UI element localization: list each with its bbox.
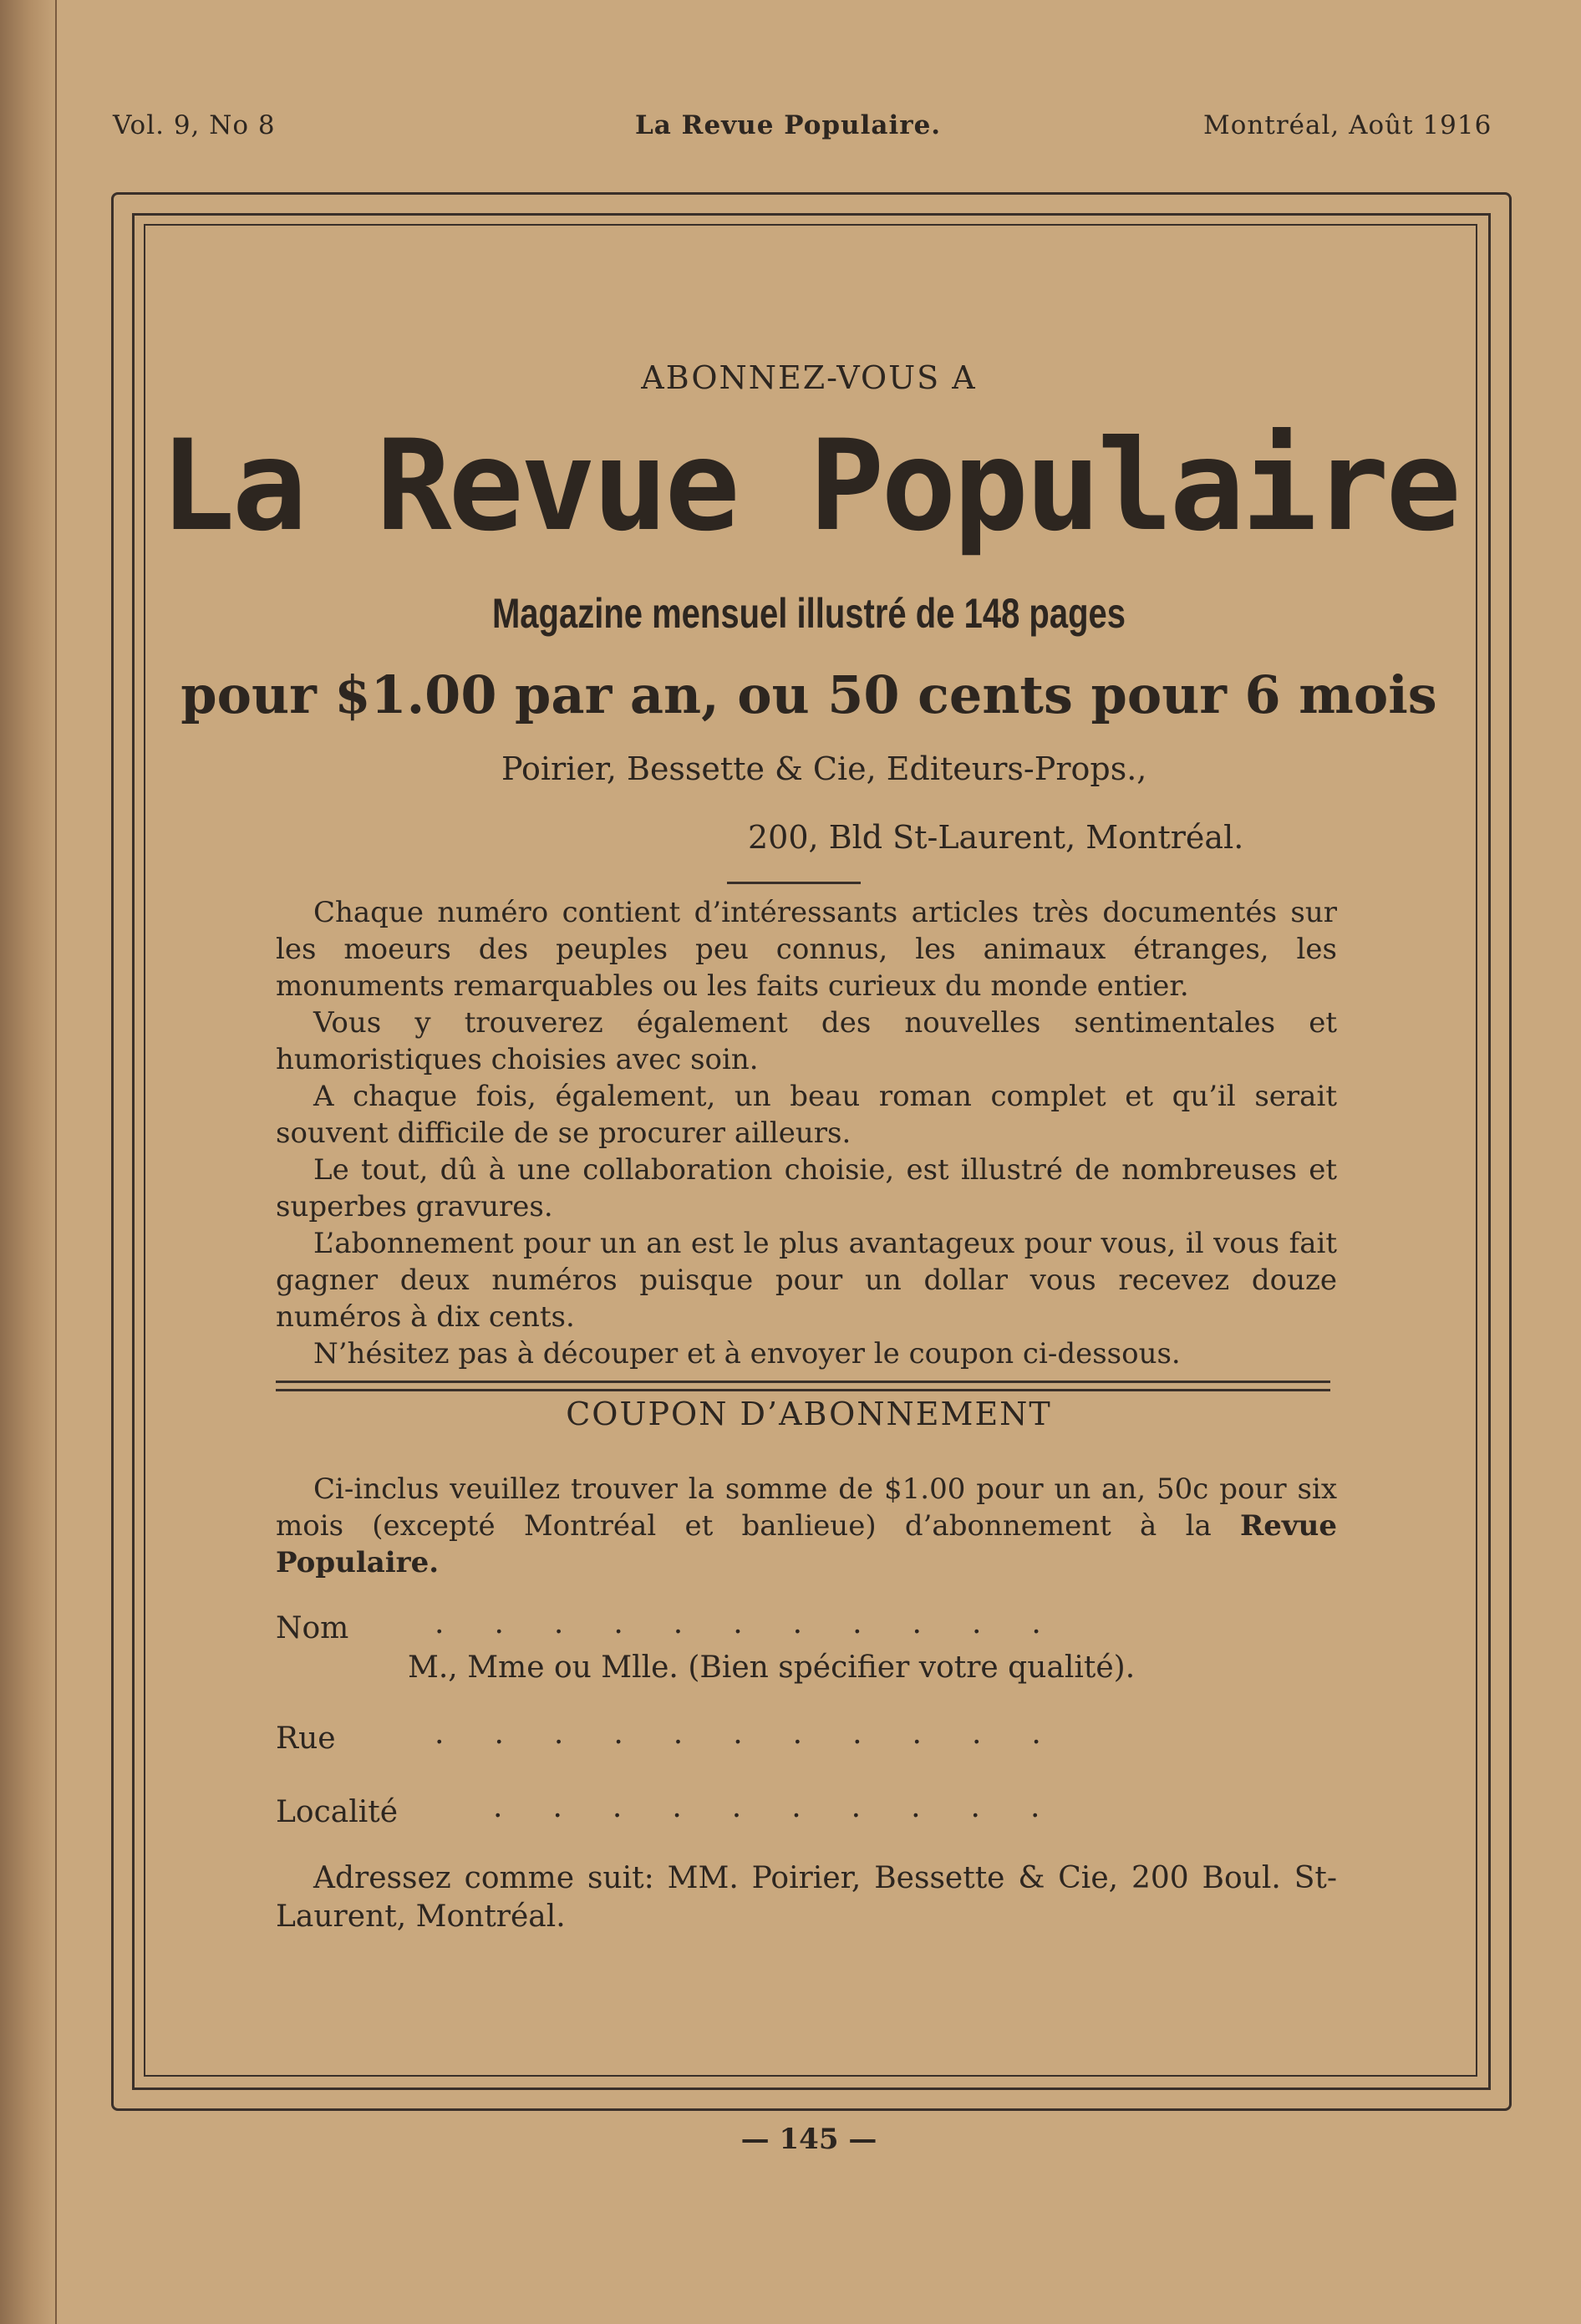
header-date: Montréal, Août 1916 — [1203, 110, 1492, 140]
street-label: Rue — [276, 1721, 336, 1756]
locality-label: Localité — [276, 1795, 399, 1829]
coupon-divider — [276, 1381, 1330, 1391]
masthead-title: La Revue Populaire — [160, 414, 1458, 559]
coupon-text-main: Ci-inclus veuillez trouver la somme de $1.00 pour un an, 50c pour six mois (excepté Montréal et banlieue) d’abonnement à la — [276, 1472, 1337, 1543]
book-spine-edge — [0, 0, 57, 2324]
locality-fill-line[interactable]: .......... — [493, 1790, 1090, 1824]
page-number: — 145 — — [740, 2123, 877, 2156]
header-title: La Revue Populaire. — [635, 110, 942, 140]
send-to-text: Adressez comme suit: MM. Poirier, Bessette & Cie, 200 Boul. St-Laurent, Montréal. — [276, 1861, 1337, 1934]
publisher-line: Poirier, Bessette & Cie, Editeurs-Props., — [501, 750, 1147, 787]
price-line: pour $1.00 par an, ou 50 cents pour 6 mois — [180, 664, 1437, 725]
qualite-hint: M., Mme ou Mlle. (Bien spécifier votre qualité). — [408, 1650, 1136, 1685]
subscribe-heading: ABONNEZ-VOUS A — [641, 359, 977, 396]
coupon-text — [276, 1471, 1337, 1581]
mailing-instructions — [276, 1859, 1337, 1936]
coupon-paragraph — [276, 1471, 1337, 1581]
coupon-text-bold: Revue Populaire. — [276, 1509, 1337, 1579]
street-fill-line[interactable]: ........... — [435, 1716, 1091, 1751]
body-paragraph: L’abonnement pour un an est le plus avantageux pour vous, il vous fait gagner deux numéros puisque pour un dollar vous recevez douze numéros à dix cents. — [276, 1227, 1337, 1334]
body-paragraph: Le tout, dû à une collaboration choisie, est illustré de nombreuses et superbes gravures. — [276, 1153, 1337, 1223]
magazine-description: Magazine mensuel illustré de 148 pages — [491, 590, 1126, 637]
body-paragraph: Chaque numéro contient d’intéressants articles très documentés sur les moeurs des peuples peu connus, les animaux étranges, les monuments remarquables ou les faits curieux du monde entier. — [276, 896, 1337, 1003]
header-volume: Vol. 9, No 8 — [113, 110, 276, 140]
name-fill-line[interactable]: ........... — [435, 1606, 1091, 1640]
name-label: Nom — [276, 1611, 349, 1645]
coupon-title: COUPON D’ABONNEMENT — [566, 1396, 1052, 1432]
body-paragraph: N’hésitez pas à découper et à envoyer le coupon ci-dessous. — [313, 1337, 1181, 1370]
ad-body-text — [276, 894, 1337, 1372]
body-paragraph: Vous y trouverez également des nouvelles sentimentales et humoristiques choisies avec soin. — [276, 1006, 1337, 1076]
body-paragraph: A chaque fois, également, un beau roman complet et qu’il serait souvent difficile de se procurer ailleurs. — [276, 1080, 1337, 1150]
short-divider — [727, 882, 861, 884]
publisher-address: 200, Bld St-Laurent, Montréal. — [748, 819, 1244, 856]
